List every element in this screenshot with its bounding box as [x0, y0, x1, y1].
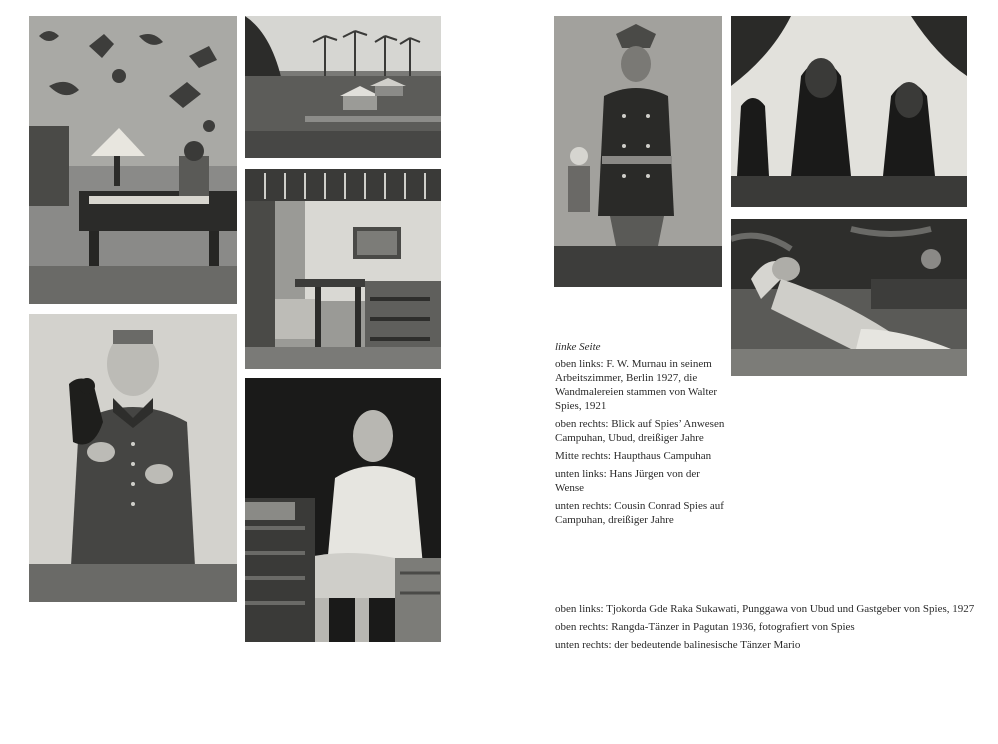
photo-tjokorda-gde-raka-sukawati	[554, 16, 722, 287]
photo-rangda-dancers	[731, 16, 967, 207]
caption-top-right: oben rechts: Blick auf Spies’ Anwesen Campuhan, Ubud, dreißiger Jahre	[555, 418, 725, 444]
caption-top-left: oben links: Tjokorda Gde Raka Sukawati, Punggawa von Ubud und Gastgeber von Spies, 1927	[555, 603, 975, 615]
photo-murnau-study	[29, 16, 237, 304]
captions-left-page	[555, 340, 727, 531]
caption-top-right: oben rechts: Rangda-Tänzer in Pagutan 1936, fotografiert von Spies	[555, 621, 855, 633]
caption-bottom-left: unten links: Hans Jürgen von der Wense	[555, 468, 700, 494]
caption-bottom-right: unten rechts: Cousin Conrad Spies auf Campuhan, dreißiger Jahre	[555, 500, 724, 526]
caption-middle-right: Mitte rechts: Haupthaus Campuhan	[555, 450, 712, 462]
photo-conrad-spies	[245, 378, 441, 642]
photo-campuhan-view	[245, 16, 441, 158]
photo-dancer-mario	[731, 219, 967, 376]
captions-right-page	[555, 602, 975, 656]
caption-heading: linke Seite	[555, 341, 601, 353]
photo-hans-juergen-von-der-wense	[29, 314, 237, 602]
caption-bottom-right: unten rechts: der bedeutende balinesische Tänzer Mario	[555, 639, 801, 651]
caption-top-left: oben links: F. W. Murnau in seinem Arbeitszimmer, Berlin 1927, die Wandmalereien stammen von Walter Spies, 1921	[555, 358, 718, 412]
photo-campuhan-main-house	[245, 169, 441, 369]
